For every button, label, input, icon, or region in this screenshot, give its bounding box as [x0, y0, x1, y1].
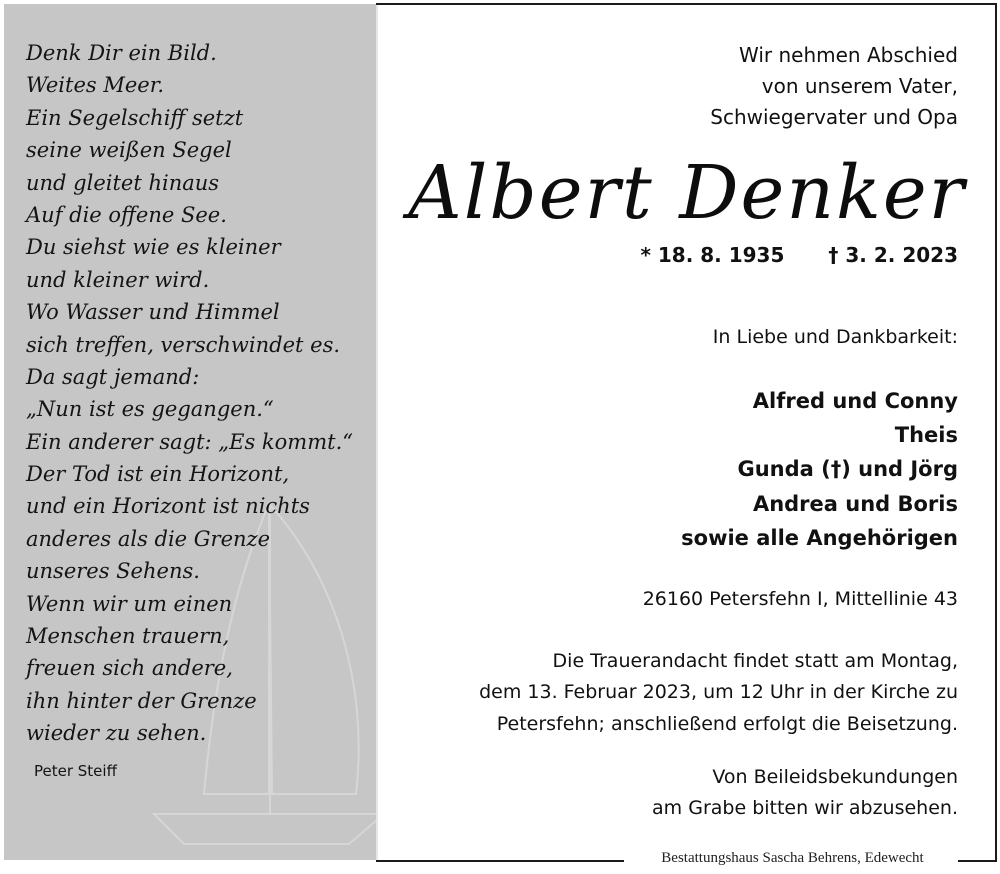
service-line: dem 13. Februar 2023, um 12 Uhr in der Kirche zu [479, 681, 958, 704]
mourner-name: sowie alle Angehörigen [681, 525, 958, 550]
frame-bottom-border [958, 860, 997, 862]
poem-line: Wenn wir um einen [26, 591, 233, 616]
poem-line: freuen sich andere, [26, 656, 233, 681]
condolence-line: am Grabe bitten wir abzusehen. [652, 797, 958, 819]
frame-bottom-border [376, 860, 624, 862]
service-line: Petersfehn; anschließend erfolgt die Beisetzung. [496, 712, 958, 735]
intro-line: von unserem Vater, [761, 74, 958, 98]
poem-line: unseres Sehens. [26, 559, 200, 584]
poem-line: und kleiner wird. [26, 267, 210, 292]
poem-text [26, 37, 366, 750]
funeral-home-credit: Bestattungshaus Sascha Behrens, Edewecht [661, 850, 924, 866]
mourners-list [400, 384, 958, 555]
poem-line: Ein anderer sagt: „Es kommt.“ [26, 429, 353, 454]
intro-line: Schwiegervater und Opa [710, 105, 958, 129]
poem-line: seine weißen Segel [26, 138, 232, 163]
poem-line: Wo Wasser und Himmel [26, 300, 280, 325]
life-dates [400, 240, 958, 270]
poem-line: sich treffen, verschwindet es. [26, 332, 341, 357]
deceased-name: Albert Denker [408, 150, 966, 236]
poem-author: Peter Steiff [34, 762, 117, 780]
death-date: † 3. 2. 2023 [828, 243, 958, 267]
poem-line: Weites Meer. [26, 73, 165, 98]
condolence-line: Von Beileidsbekundungen [712, 766, 958, 788]
condolence-note [400, 762, 958, 824]
mourner-name: Andrea und Boris [752, 491, 958, 516]
poem-line: und ein Horizont ist nichts [26, 494, 310, 519]
frame-top-border [376, 3, 996, 5]
poem-line: Menschen trauern, [26, 624, 230, 649]
frame-right-border [995, 3, 997, 860]
poem-line: und gleitet hinaus [26, 170, 220, 195]
poem-line: Denk Dir ein Bild. [26, 41, 217, 65]
service-details [400, 646, 958, 740]
intro-line: Wir nehmen Abschied [739, 43, 958, 67]
poem-line: Da sagt jemand: [26, 364, 200, 389]
poem-line: „Nun ist es gegangen.“ [26, 397, 274, 422]
mourner-name: Theis [894, 423, 958, 448]
birth-date: * 18. 8. 1935 [640, 243, 785, 267]
mourner-name: Gunda (†) und Jörg [737, 457, 958, 482]
poem-line: ihn hinter der Grenze [26, 688, 257, 713]
poem-panel [4, 4, 378, 860]
poem-line: Du siehst wie es kleiner [26, 235, 281, 260]
service-line: Die Trauerandacht findet statt am Montag, [552, 650, 958, 672]
poem-line: Ein Segelschiff setzt [26, 105, 244, 130]
mourner-name: Alfred und Conny [752, 389, 958, 413]
poem-line: wieder zu sehen. [26, 721, 207, 746]
poem-line: anderes als die Grenze [26, 526, 271, 551]
family-address: 26160 Petersfehn I, Mittellinie 43 [642, 588, 958, 610]
farewell-intro [400, 40, 958, 133]
poem-line: Auf die offene See. [26, 202, 227, 227]
poem-line: Der Tod ist ein Horizont, [26, 462, 290, 487]
gratitude-line: In Liebe und Dankbarkeit: [712, 326, 958, 348]
